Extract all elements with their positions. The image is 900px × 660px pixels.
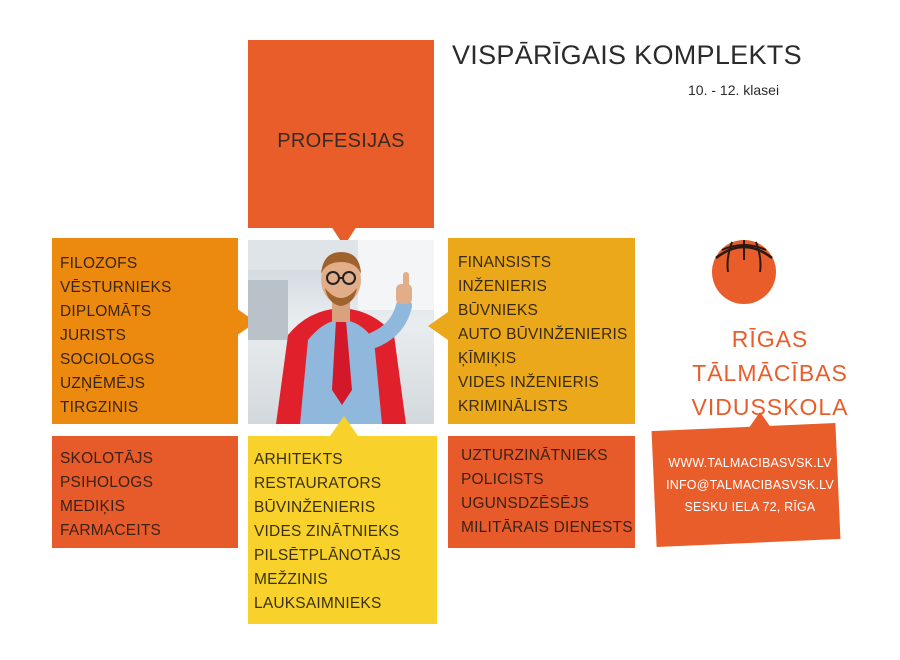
list-item: RESTAURATORS xyxy=(254,475,382,492)
list-item: KRIMINĀLISTS xyxy=(458,398,569,415)
list-item: ĶĪMIĶIS xyxy=(458,350,517,367)
list-item: PILSĒTPLĀNOTĀJS xyxy=(254,547,401,564)
list-item: MEŽZINIS xyxy=(254,571,328,588)
page-subtitle: 10. - 12. klasei xyxy=(688,82,780,98)
engineering-list xyxy=(458,251,628,419)
list-item: LAUKSAIMNIEKS xyxy=(254,595,382,612)
school-name-line: TĀLMĀCĪBAS xyxy=(692,360,848,386)
photo-illustration xyxy=(248,240,434,424)
education-health-list xyxy=(60,447,161,543)
list-item: SOCIOLOGS xyxy=(60,351,155,368)
list-item: INŽENIERIS xyxy=(458,278,547,295)
page-title: VISPĀRĪGAIS KOMPLEKTS xyxy=(452,40,802,70)
globe-icon xyxy=(710,238,778,306)
environment-list xyxy=(254,448,401,616)
list-item: MILITĀRAIS DIENESTS xyxy=(461,519,633,536)
list-item: VIDES INŽENIERIS xyxy=(458,374,600,391)
list-item: UZŅĒMĒJS xyxy=(60,375,146,392)
list-item: DIPLOMĀTS xyxy=(60,303,152,320)
list-item: ARHITEKTS xyxy=(254,451,343,468)
website-link[interactable]: WWW.TALMACIBASVSK.LV xyxy=(668,456,832,470)
list-item: UZTURZINĀTNIEKS xyxy=(461,447,608,464)
list-item: VĒSTURNIEKS xyxy=(60,279,172,296)
superhero-man-photo xyxy=(248,240,434,424)
list-item: SKOLOTĀJS xyxy=(60,450,154,467)
school-name-line: RĪGAS xyxy=(731,326,809,352)
list-item: FINANSISTS xyxy=(458,254,552,271)
environment-pointer xyxy=(330,416,358,436)
list-item: BŪVNIEKS xyxy=(458,302,538,319)
list-item: BŪVINŽENIERIS xyxy=(254,499,376,516)
list-item: MEDIĶIS xyxy=(60,498,126,515)
security-list xyxy=(461,444,633,540)
list-item: UGUNSDZĒSĒJS xyxy=(461,495,590,512)
professions-label: PROFESIJAS xyxy=(277,130,405,152)
list-item: FARMACEITS xyxy=(60,522,162,539)
school-name xyxy=(690,322,850,424)
contact-list xyxy=(660,452,840,518)
list-item: PSIHOLOGS xyxy=(60,474,154,491)
list-item: VIDES ZINĀTNIEKS xyxy=(254,523,400,540)
school-name-line: VIDUSSKOLA xyxy=(691,394,849,420)
humanities-list xyxy=(60,252,172,420)
list-item: AUTO BŪVINŽENIERIS xyxy=(458,326,628,343)
engineering-pointer xyxy=(428,312,448,340)
list-item: POLICISTS xyxy=(461,471,544,488)
list-item: FILOZOFS xyxy=(60,255,138,272)
list-item: TIRGZINIS xyxy=(60,399,139,416)
email-link[interactable]: INFO@TALMACIBASVSK.LV xyxy=(666,478,834,492)
address-text: SESKU IELA 72, RĪGA xyxy=(684,500,816,514)
list-item: JURISTS xyxy=(60,327,126,344)
